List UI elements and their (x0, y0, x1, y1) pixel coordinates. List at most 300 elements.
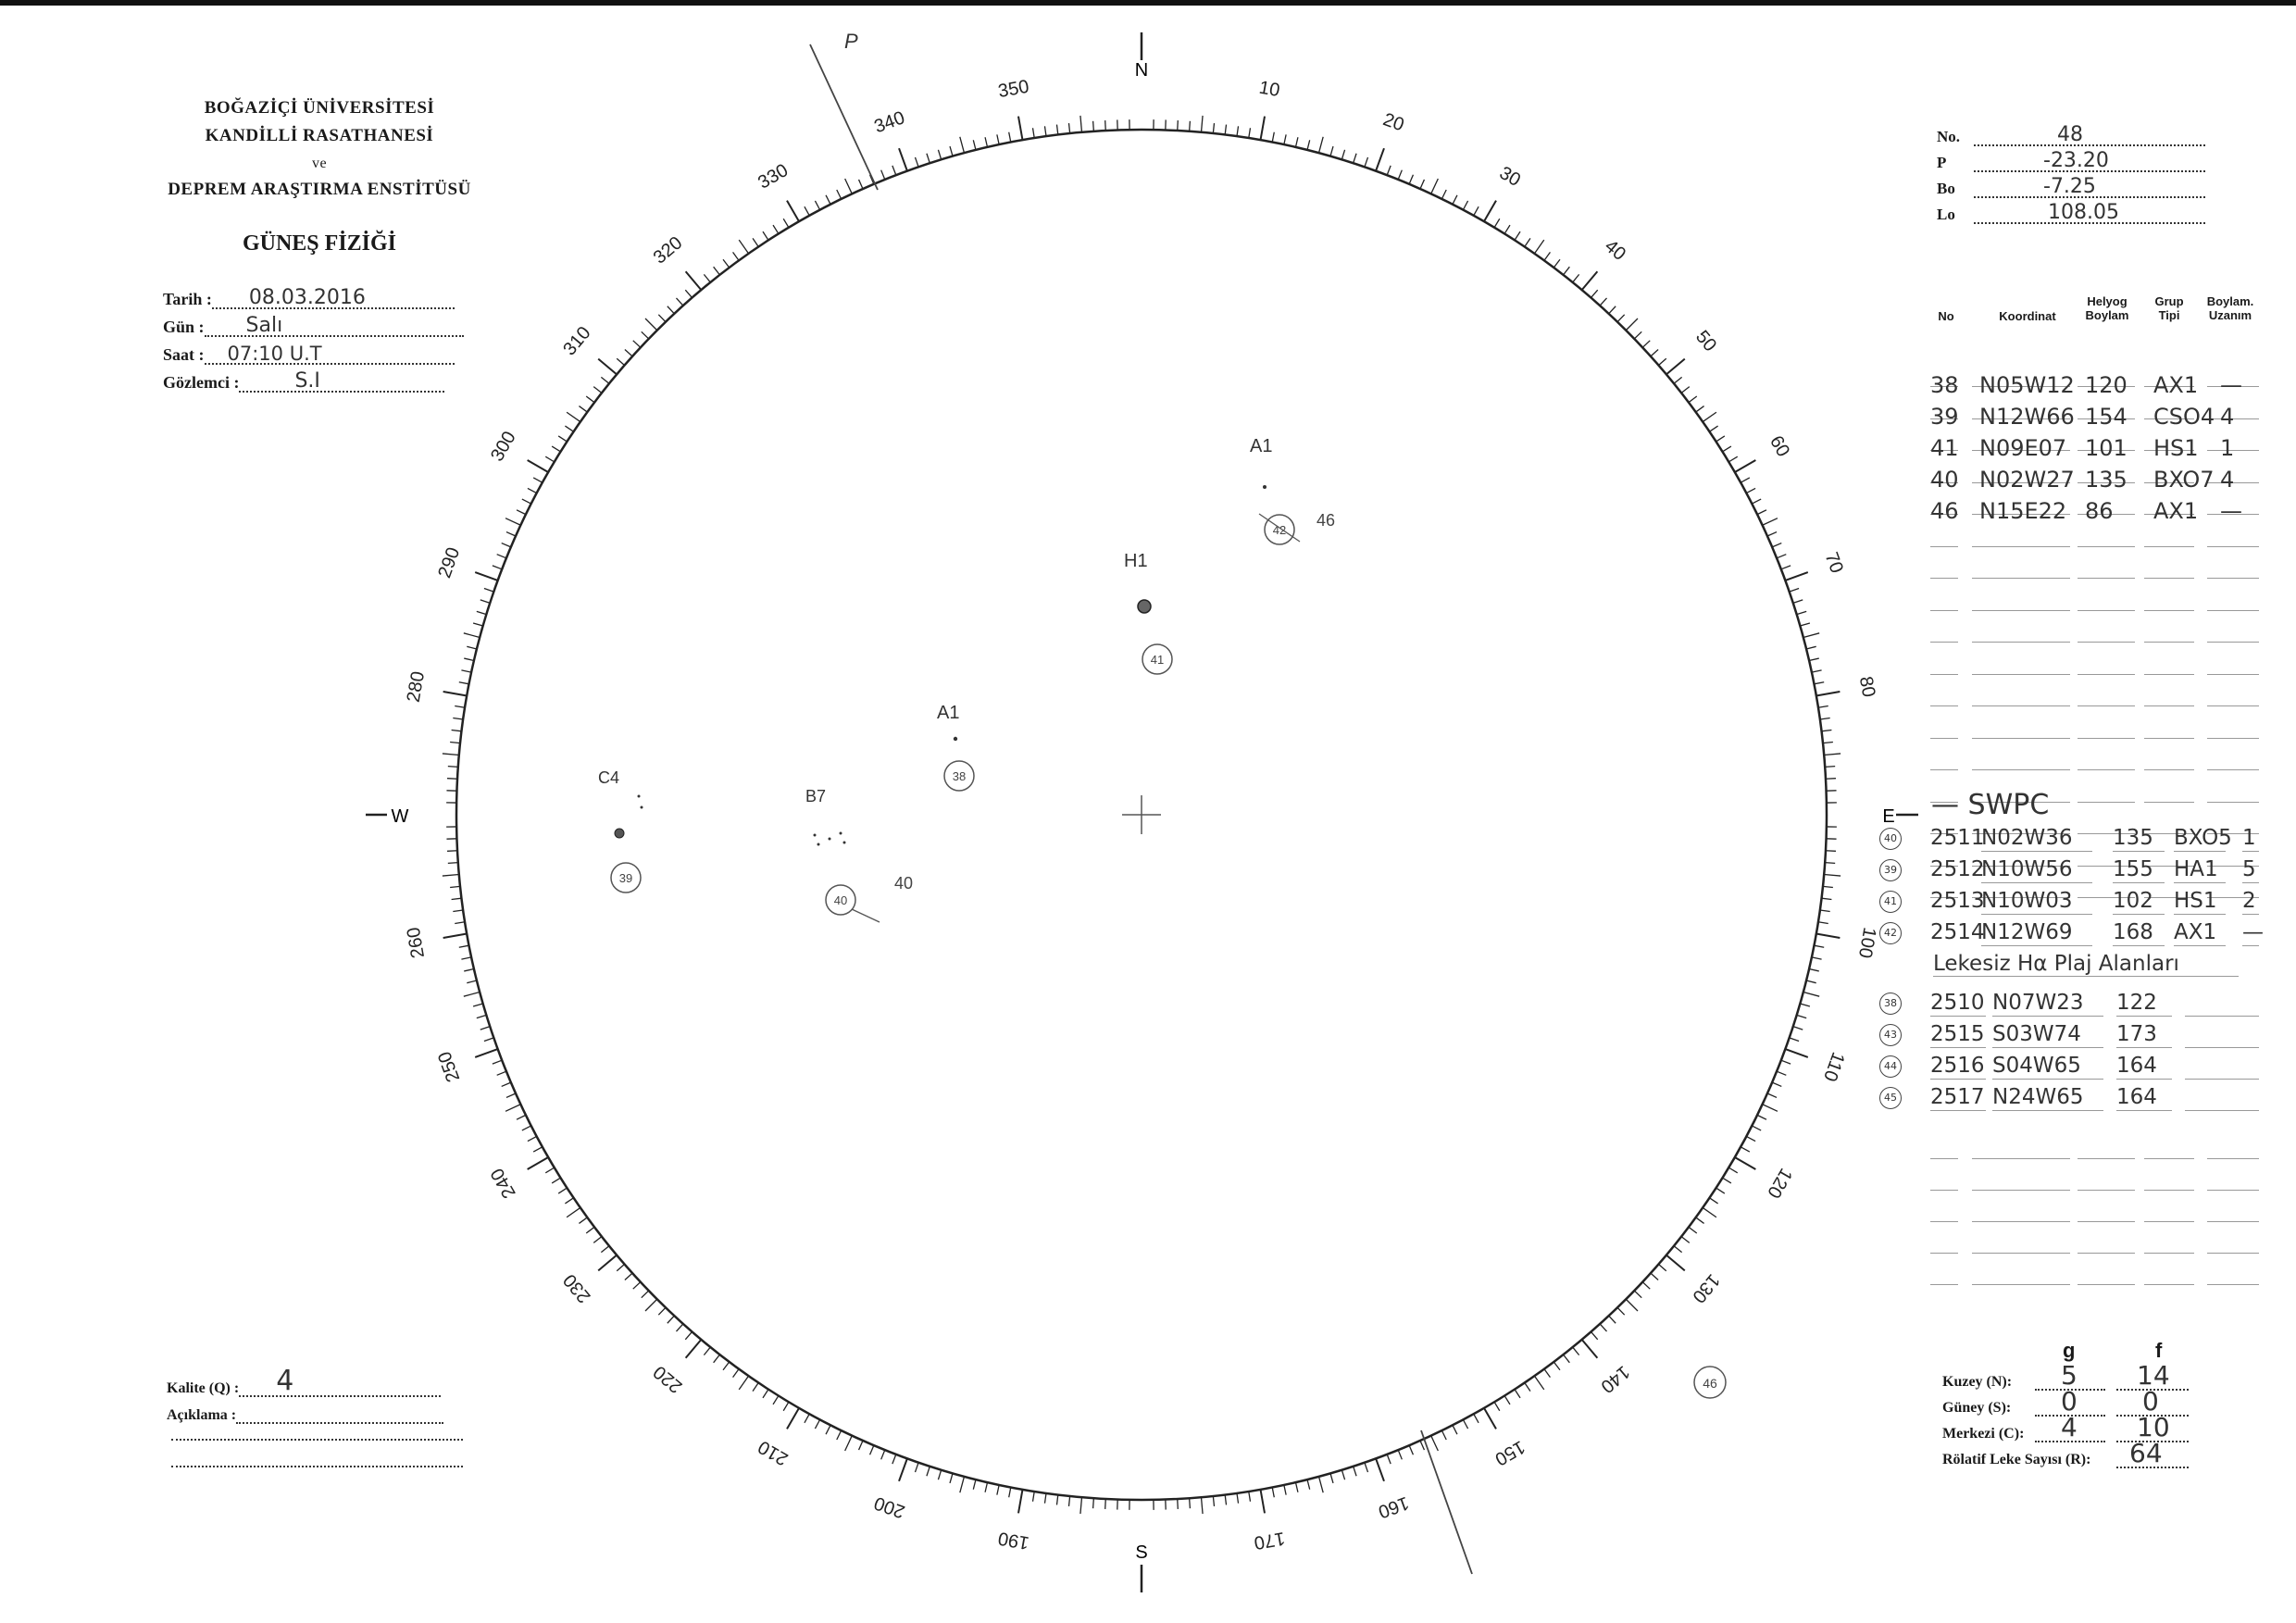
swpc-ext: 2 (2242, 889, 2256, 913)
degree-tick (1651, 349, 1658, 356)
degree-tick (545, 1167, 554, 1173)
no-label: No. (1937, 128, 1961, 145)
group-type: CSO4 (2153, 404, 2215, 430)
group-40-ref: 40 (833, 893, 848, 907)
degree-tick (1341, 1470, 1344, 1480)
plage-noaa: 2516 (1930, 1054, 1985, 1078)
degree-label: 250 (434, 1048, 465, 1085)
plage-ref-wrap (1879, 1051, 1902, 1078)
degree-tick (1634, 331, 1641, 339)
col-uzanim (2200, 294, 2261, 322)
plage-ref-wrap (1879, 1019, 1902, 1046)
degree-tick (1178, 120, 1179, 131)
group-type: AX1 (2153, 372, 2199, 398)
degree-tick (773, 225, 779, 233)
degree-tick (997, 1485, 999, 1495)
degree-tick (1793, 1027, 1803, 1030)
guney-label: Güney (S): (1942, 1400, 2012, 1416)
degree-tick (899, 148, 907, 170)
degree-tick (1674, 1246, 1682, 1253)
degree-tick (1105, 1499, 1106, 1509)
degree-tick (1365, 1463, 1368, 1472)
swpc-noaa: 2511 (1930, 826, 1985, 850)
degree-tick (1666, 1255, 1685, 1271)
degree-tick (1044, 126, 1046, 136)
degree-tick (1600, 1324, 1606, 1331)
group-40-type-label: B7 (805, 787, 827, 805)
tarih-label: Tarih : (163, 290, 212, 308)
degree-tick (1767, 1093, 1777, 1097)
degree-tick (1068, 1496, 1069, 1506)
aciklama-line-2 (171, 1439, 463, 1441)
degree-tick (1816, 933, 1841, 938)
table-rule (2242, 914, 2259, 915)
swpc-title-text: SWPC (1967, 789, 2050, 821)
plage-coord: S04W65 (1992, 1054, 2081, 1078)
degree-tick (805, 206, 809, 216)
table-empty-row (1930, 1191, 2259, 1222)
degree-tick (443, 933, 468, 938)
east-label: E (1882, 806, 1895, 827)
group-ext: 4 (2220, 404, 2235, 430)
degree-tick (1295, 1482, 1297, 1492)
degree-tick (1681, 1237, 1690, 1243)
degree-tick (985, 1482, 987, 1492)
sunspot (817, 843, 820, 846)
col-helyog (2079, 294, 2135, 322)
degree-tick (805, 1414, 809, 1423)
table-empty-row (1930, 1159, 2259, 1191)
swpc-ext: 5 (2242, 857, 2256, 881)
degree-tick (1365, 157, 1368, 167)
degree-tick (676, 1324, 682, 1331)
degree-tick (467, 980, 477, 983)
plage-noaa: 2515 (1930, 1022, 1985, 1046)
degree-tick (1453, 195, 1457, 205)
degree-tick (1295, 137, 1297, 147)
degree-tick (1790, 1038, 1799, 1042)
degree-tick (1544, 252, 1550, 260)
degree-tick (723, 259, 730, 268)
degree-tick (1534, 240, 1543, 254)
degree-tick (443, 754, 459, 755)
degree-tick (475, 1049, 497, 1057)
degree-label: 230 (559, 1269, 595, 1307)
degree-tick (484, 1038, 493, 1042)
kuzey-g: 5 (2061, 1360, 2078, 1391)
degree-label: 20 (1379, 109, 1407, 136)
group-38-type-label: A1 (937, 703, 960, 723)
degree-tick (815, 1419, 819, 1429)
group-type: AX1 (2153, 498, 2199, 524)
degree-tick (1806, 646, 1816, 649)
degree-tick (950, 146, 953, 156)
sunspot-umbra (1138, 600, 1151, 613)
plage-ref: 44 (1879, 1055, 1902, 1078)
swpc-ref-wrap (1879, 918, 1902, 944)
degree-tick (1797, 1015, 1807, 1017)
degree-tick (1319, 1477, 1324, 1492)
degree-tick (1018, 1490, 1023, 1514)
degree-tick (522, 1126, 531, 1130)
plage-ref-wrap (1879, 1082, 1902, 1109)
degree-tick (1772, 543, 1781, 547)
guney-g: 0 (2061, 1386, 2078, 1417)
degree-tick (617, 358, 624, 365)
degree-tick (1009, 132, 1011, 143)
degree-tick (579, 1217, 587, 1223)
degree-tick (1781, 566, 1791, 569)
degree-tick (1772, 1082, 1781, 1086)
table-empty-row (1930, 1254, 2259, 1285)
degree-tick (1319, 137, 1324, 153)
group-46-type-label: A1 (1250, 436, 1273, 456)
degree-tick (493, 1060, 502, 1064)
plage-ref: 38 (1879, 993, 1902, 1015)
group-ext: — (2220, 498, 2242, 524)
degree-tick (1484, 1408, 1496, 1429)
degree-tick (826, 195, 830, 205)
lo-value: 108.05 (2048, 201, 2119, 224)
degree-tick (1307, 1479, 1310, 1490)
group-lon: 101 (2085, 435, 2128, 461)
degree-tick (1626, 318, 1638, 331)
degree-tick (1307, 140, 1310, 150)
gozlemci-label: Gözlemci : (163, 373, 240, 392)
col-helyog-line2: Boylam (2085, 308, 2129, 322)
degree-label: 200 (871, 1492, 908, 1522)
degree-tick (1105, 120, 1106, 131)
bo-field[interactable] (1937, 175, 2205, 198)
degree-tick (601, 1246, 609, 1253)
degree-tick (1284, 134, 1286, 144)
table-empty-row (1930, 643, 2259, 675)
degree-label: 150 (1491, 1436, 1529, 1469)
degree-tick (1178, 1499, 1179, 1509)
degree-tick (1474, 1414, 1479, 1423)
swpc-lon: 155 (2113, 857, 2153, 881)
degree-tick (1609, 306, 1616, 314)
header-conjunction: ve (311, 156, 328, 171)
p-axis-top (810, 44, 878, 190)
degree-tick (1330, 1473, 1333, 1483)
table-rule (2113, 914, 2165, 915)
degree-label: 280 (403, 669, 430, 705)
table-rule (2185, 1110, 2259, 1111)
plage-coord: N24W65 (1992, 1085, 2084, 1109)
gun-value: Salı (245, 314, 283, 337)
f-column-label: f (2155, 1339, 2163, 1362)
degree-tick (723, 1362, 730, 1370)
degree-tick (938, 150, 941, 160)
p-field[interactable] (1937, 149, 2205, 172)
degree-tick (633, 341, 641, 348)
kalite-field[interactable] (167, 1365, 441, 1397)
degree-tick (1781, 1060, 1791, 1064)
table-empty-row (1930, 1222, 2259, 1254)
degree-tick (773, 1396, 779, 1405)
p-axis-bottom (1421, 1430, 1472, 1574)
degree-tick (1703, 1207, 1716, 1217)
degree-tick (704, 274, 710, 282)
degree-tick (1582, 271, 1598, 290)
degree-tick (950, 1473, 953, 1483)
degree-tick (505, 1105, 520, 1112)
degree-tick (558, 1188, 567, 1193)
degree-tick (1777, 1071, 1786, 1075)
col-no: No (1938, 309, 1954, 323)
degree-tick (1093, 121, 1094, 131)
table-rule (1972, 1284, 2070, 1285)
no-field[interactable] (1937, 123, 2205, 146)
degree-tick (1387, 1454, 1391, 1464)
degree-tick (1272, 132, 1274, 143)
degree-tick (1642, 1282, 1650, 1290)
degree-label: 170 (1252, 1527, 1287, 1554)
table-rule (2242, 882, 2259, 883)
degree-tick (960, 137, 965, 153)
degree-label: 110 (1818, 1049, 1849, 1084)
swpc-lon: 135 (2113, 826, 2153, 850)
sunspot (840, 832, 842, 835)
group-type: BXO7 (2153, 467, 2215, 493)
degree-tick (1763, 1105, 1778, 1112)
degree-tick (464, 993, 480, 997)
degree-tick (617, 1264, 624, 1270)
degree-tick (528, 1136, 537, 1141)
degree-tick (455, 706, 465, 708)
relative-value: 64 (2129, 1438, 2163, 1468)
degree-tick (915, 157, 918, 167)
plage-row (1879, 989, 2259, 1017)
aciklama-line-3 (171, 1466, 463, 1467)
degree-tick (1600, 298, 1606, 306)
degree-tick (1564, 267, 1570, 275)
degree-tick (1009, 1487, 1011, 1497)
degree-tick (1573, 274, 1579, 282)
degree-tick (1420, 180, 1424, 189)
table-rule (2185, 1079, 2259, 1080)
swpc-ext: 1 (2242, 826, 2256, 850)
group-lon: 135 (2085, 467, 2128, 493)
degree-tick (1190, 121, 1191, 131)
table-rule (1930, 1284, 1958, 1285)
table-rule (2207, 1284, 2259, 1285)
degree-tick (552, 1178, 560, 1183)
degree-tick (1823, 886, 1833, 887)
degree-tick (1752, 1126, 1761, 1130)
table-rule (2185, 1047, 2259, 1048)
degree-tick (1767, 532, 1777, 536)
degree-tick (533, 1147, 543, 1152)
degree-tick (881, 1450, 885, 1459)
degree-tick (1626, 1299, 1638, 1311)
group-lon: 120 (2085, 372, 2128, 398)
degree-label: 50 (1691, 326, 1721, 356)
degree-label: 130 (1688, 1269, 1724, 1307)
aciklama-field[interactable] (167, 1404, 443, 1424)
swpc-lon: 168 (2113, 920, 2153, 944)
p-value: -23.20 (2043, 149, 2109, 172)
degree-tick (1812, 670, 1822, 672)
degree-tick (714, 267, 720, 275)
table-empty-row (1930, 580, 2259, 611)
degree-tick (1777, 555, 1786, 558)
degree-tick (625, 349, 632, 356)
degree-tick (1658, 358, 1666, 365)
degree-tick (1387, 166, 1391, 175)
swpc-lon: 102 (2113, 889, 2153, 913)
degree-tick (464, 968, 474, 970)
degree-label: 290 (434, 544, 465, 581)
table-rule (2242, 851, 2259, 852)
group-38-ref: 38 (952, 769, 967, 783)
swpc-row (1879, 918, 2264, 946)
plage-lon: 122 (2116, 991, 2157, 1015)
degree-tick (899, 1458, 907, 1480)
degree-tick (1716, 1188, 1725, 1193)
degree-tick (1658, 1264, 1666, 1270)
group-no: 41 (1930, 435, 1959, 461)
degree-tick (452, 898, 462, 899)
table-rule (1981, 882, 2092, 883)
lo-field[interactable] (1937, 201, 2205, 224)
degree-tick (502, 543, 511, 547)
degree-tick (1201, 1497, 1203, 1514)
degree-tick (845, 1436, 853, 1451)
gozlemci-value: S.I (294, 369, 320, 393)
degree-tick (467, 646, 477, 649)
degree-tick (1237, 1493, 1239, 1504)
degree-tick (1237, 126, 1239, 136)
degree-tick (443, 874, 459, 876)
degree-tick (1504, 225, 1510, 233)
page-title: GÜNEŞ FİZİĞİ (242, 231, 397, 256)
sunspot (638, 795, 641, 798)
degree-tick (997, 134, 999, 144)
degree-tick (973, 1479, 976, 1490)
degree-tick (1409, 1445, 1413, 1454)
table-rule (2116, 1047, 2172, 1048)
degree-label: 10 (1257, 77, 1282, 102)
degree-tick (461, 670, 471, 672)
table-rule (1930, 1079, 1986, 1080)
degree-tick (783, 1402, 789, 1410)
swpc-ref: 41 (1879, 891, 1902, 913)
degree-tick (1494, 218, 1500, 227)
bo-value: -7.25 (2043, 175, 2096, 198)
group-ext: 1 (2220, 435, 2235, 461)
degree-tick (475, 572, 497, 581)
degree-tick (517, 1115, 526, 1119)
degree-tick (1746, 1136, 1755, 1141)
degree-tick (733, 252, 739, 260)
degree-tick (633, 1282, 641, 1290)
degree-tick (1068, 123, 1069, 133)
degree-tick (1515, 1390, 1520, 1398)
corner-ref: 46 (1703, 1376, 1717, 1391)
degree-tick (1591, 1331, 1597, 1339)
degree-tick (739, 240, 748, 254)
plage-ref: 43 (1879, 1024, 1902, 1046)
table-empty-row (1930, 547, 2259, 579)
degree-label: 40 (1600, 235, 1630, 266)
kuzey-label: Kuzey (N): (1942, 1374, 2013, 1390)
group-ext: — (2220, 372, 2242, 398)
degree-tick (1564, 1355, 1570, 1363)
degree-tick (837, 190, 842, 199)
table-rule (1992, 1047, 2103, 1048)
degree-tick (1803, 993, 1819, 997)
col-grup-line2: Tipi (2158, 308, 2180, 322)
degree-tick (1525, 1382, 1530, 1391)
degree-tick (1431, 179, 1439, 194)
degree-label: 120 (1763, 1164, 1796, 1202)
degree-tick (1515, 231, 1520, 240)
relative-label: Rölatif Leke Sayısı (R): (1942, 1452, 2091, 1467)
kalite-label: Kalite (Q) : (167, 1380, 240, 1396)
degree-tick (1651, 1273, 1658, 1280)
degree-tick (870, 1445, 874, 1454)
col-koordinat: Koordinat (1999, 309, 2056, 323)
degree-tick (586, 1227, 594, 1233)
group-no: 39 (1930, 404, 1959, 430)
swpc-row (1879, 824, 2259, 852)
degree-tick (1441, 190, 1446, 199)
p-label: P (1937, 154, 1947, 171)
plage-lon: 164 (2116, 1085, 2157, 1109)
degree-label: 60 (1766, 432, 1794, 461)
west-label: W (391, 806, 409, 827)
degree-tick (763, 1390, 768, 1398)
degree-tick (1790, 588, 1799, 592)
table-rule (2174, 882, 2226, 883)
kalite-value: 4 (276, 1365, 294, 1397)
kuzey-f: 14 (2137, 1360, 2170, 1391)
degree-tick (1809, 658, 1819, 660)
sunspot (829, 838, 831, 841)
relative-row (1942, 1438, 2189, 1468)
observatory-name: KANDİLLİ RASATHANESİ (205, 126, 434, 145)
swpc-ref-wrap (1879, 886, 1902, 913)
degree-tick (658, 315, 666, 322)
degree-tick (502, 1082, 511, 1086)
degree-tick (927, 154, 930, 163)
group-40-extra: 40 (894, 874, 914, 893)
degree-tick (1757, 1115, 1766, 1119)
degree-tick (686, 1340, 702, 1358)
degree-tick (1814, 945, 1824, 947)
degree-tick (1824, 754, 1841, 755)
degree-tick (1800, 623, 1810, 626)
table-rule (1992, 1079, 2103, 1080)
swpc-coord: N12W69 (1981, 920, 2073, 944)
degree-tick (1376, 148, 1384, 170)
degree-tick (1816, 692, 1841, 696)
degree-tick (450, 886, 460, 887)
degree-tick (676, 298, 682, 306)
degree-tick (1617, 1307, 1625, 1315)
group-coord: N02W27 (1979, 467, 2075, 493)
degree-tick (973, 140, 976, 150)
degree-tick (1494, 1402, 1500, 1410)
group-row (0, 433, 2296, 465)
sunspot-umbra (615, 829, 624, 838)
table-rule (2174, 914, 2226, 915)
table-rule (2078, 1284, 2135, 1285)
swpc-coord: N10W03 (1981, 889, 2073, 913)
degree-tick (1225, 1494, 1226, 1504)
